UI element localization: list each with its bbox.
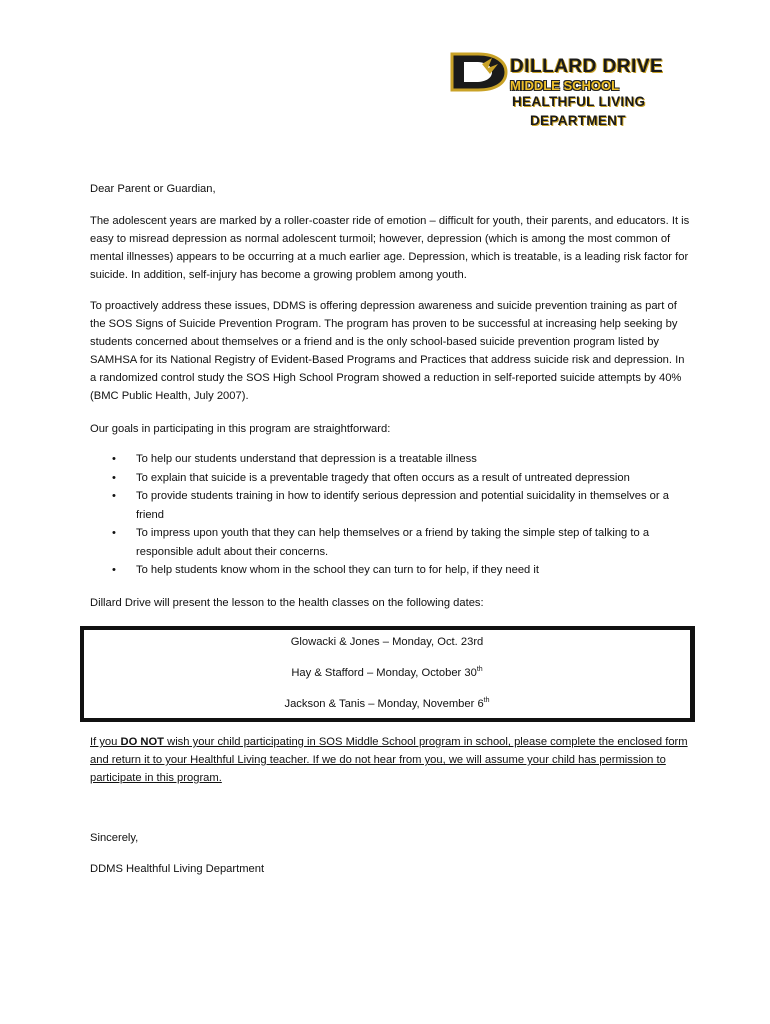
- dragon-d-logo-icon: [448, 50, 510, 94]
- goals-list: [90, 450, 690, 580]
- paragraph-program: To proactively address these issues, DDMS is offering depression awareness and suicide prevention training as part of the SOS Signs of Suicide Prevention Program. The program has proven to be successful at increasing help seeking by students concerned about themselves or a friend and is the only school-based suicide prevention program listed by SAMHSA for its National Registry of Evident-Based Programs and Practices that address suicide risk and depression. In a randomized control study the SOS High School Program showed a reduction in self-reported suicide attempts by 40% (BMC Public Health, July 2007).: [90, 300, 685, 402]
- list-item: • To explain that suicide is a preventable tragedy that often occurs as a result of untreated depression: [90, 469, 690, 488]
- logo-school-level: MIDDLE SCHOOL: [510, 78, 620, 93]
- list-item: • To impress upon youth that they can help themselves or a friend by taking the simple step of talking to a responsible adult about their concerns.: [90, 524, 690, 561]
- logo-school-name: DILLARD DRIVE: [510, 56, 664, 77]
- presentation-dates-box: [80, 626, 695, 722]
- list-item: • To provide students training in how to identify serious depression and potential suicidality in themselves or a friend: [90, 487, 690, 524]
- closing: Sincerely,: [90, 832, 139, 844]
- bullet-icon: •: [112, 564, 116, 576]
- bullet-icon: •: [112, 471, 116, 484]
- list-item: • To help students know whom in the school they can turn to for help, if they need it: [90, 561, 690, 580]
- date-line: Glowacki & Jones – Monday, Oct. 23rd: [290, 636, 484, 648]
- emphasis-do-not: DO NOT: [120, 736, 164, 748]
- salutation: Dear Parent or Guardian,: [90, 183, 216, 195]
- logo-department-line1: HEALTHFUL LIVING: [512, 94, 646, 109]
- logo-department-line2: DEPARTMENT: [530, 113, 626, 128]
- bullet-icon: •: [112, 453, 116, 465]
- bullet-icon: •: [112, 490, 116, 502]
- signature: DDMS Healthful Living Department: [90, 863, 265, 875]
- opt-out-notice: If you DO NOT wish your child participating in SOS Middle School program in school, please complete the enclosed form and return it to your Healthful Living teacher. If we do not hear from you, we will assume your child has permission to participate in this program.: [90, 736, 688, 784]
- dates-intro: Dillard Drive will present the lesson to the health classes on the following dates:: [90, 597, 484, 609]
- list-item: • To help our students understand that depression is a treatable illness: [90, 450, 690, 469]
- paragraph-intro: The adolescent years are marked by a roller-coaster ride of emotion – difficult for youth, their parents, and educators. It is easy to misread depression as normal adolescent turmoil; however, depression (which is among the most common of mental illnesses) appears to be occurring at a much earlier age. Depression, which is treatable, is a leading risk factor for suicide. In addition, self-injury has become a growing problem among youth.: [90, 215, 690, 281]
- date-line: Hay & Stafford – Monday, October 30th: [291, 666, 483, 679]
- bullet-icon: •: [112, 527, 116, 539]
- date-line: Jackson & Tanis – Monday, November 6th: [284, 697, 490, 710]
- school-logo: [448, 50, 668, 132]
- goals-intro: Our goals in participating in this program are straightforward:: [90, 423, 391, 435]
